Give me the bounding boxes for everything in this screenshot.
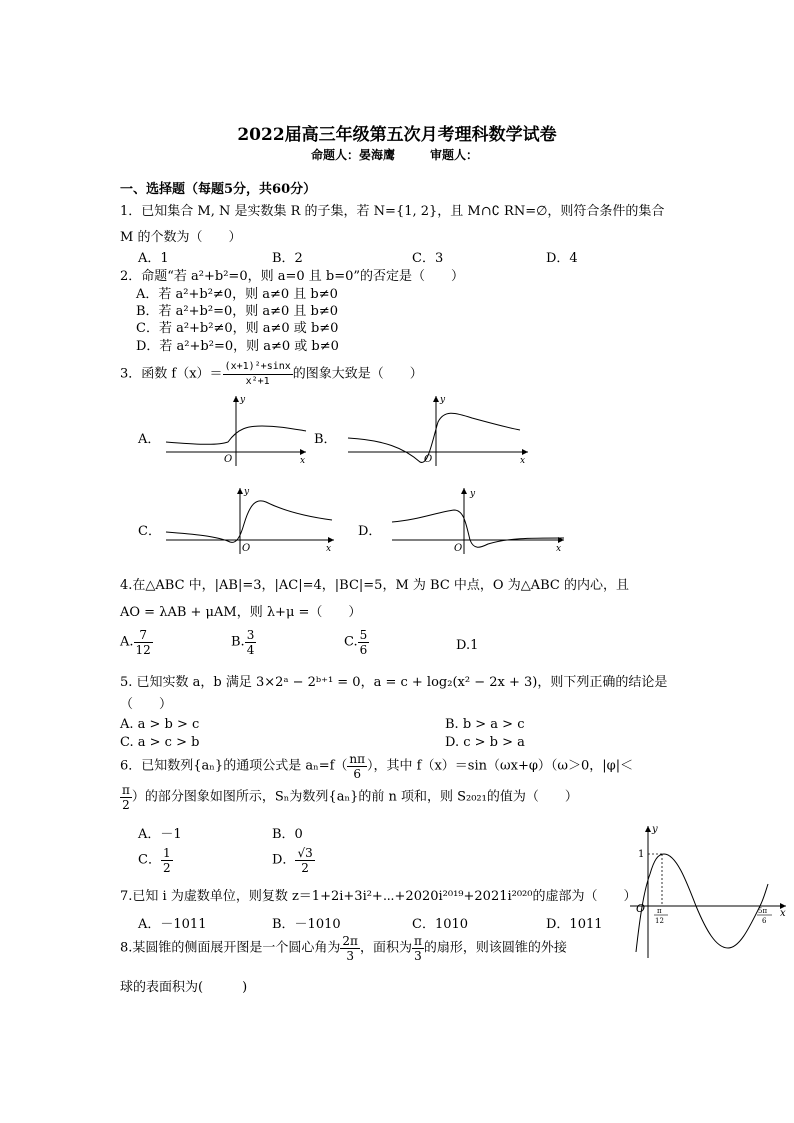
q3-c-x-label: x bbox=[326, 544, 332, 554]
q5-option-b: B. b > a > c bbox=[445, 717, 525, 732]
q4-option-a-den: 12 bbox=[135, 643, 151, 657]
q3-graph-c bbox=[162, 484, 338, 556]
q4-option-d: D.1 bbox=[456, 638, 479, 653]
q3-label-c: C． bbox=[138, 524, 161, 539]
q4-line2: AO = λAB + μAM，则 λ+μ =（ ） bbox=[120, 605, 362, 620]
q5-option-d: D. c > b > a bbox=[445, 735, 525, 750]
q8-frac-area-den: 3 bbox=[414, 949, 422, 963]
q5-line2: （ ） bbox=[120, 697, 173, 712]
q6-frac-npi6-den: 6 bbox=[353, 767, 362, 781]
q6-line1 bbox=[120, 752, 633, 781]
q4-option-a bbox=[120, 628, 153, 657]
q7-option-c: C．1010 bbox=[412, 917, 469, 932]
q6-line1-a: 6．已知数列{aₙ}的通项公式是 aₙ=f（ bbox=[120, 758, 348, 774]
q3-a-origin: O bbox=[224, 454, 233, 465]
q6-option-d-label: D． bbox=[272, 852, 296, 868]
q3-stem bbox=[120, 360, 423, 389]
q6-option-c-frac bbox=[161, 846, 173, 875]
q6-line2 bbox=[120, 783, 578, 812]
q2-option-c: C．若 a²+b²≠0，则 a≠0 或 b≠0 bbox=[136, 321, 339, 336]
q6-graph-origin: O bbox=[636, 902, 646, 915]
q8-frac-area-num: π bbox=[413, 934, 422, 948]
q4-option-c-label: C. bbox=[344, 634, 358, 650]
q8-frac-angle-num: 2π bbox=[342, 934, 358, 948]
q4-option-a-frac bbox=[134, 628, 153, 657]
q6-option-c-label: C． bbox=[138, 852, 161, 868]
q5-line1: 5. 已知实数 a，b 满足 3×2ᵃ − 2ᵇ⁺¹ = 0，a = c + log₂(x² − 2x + 3)，则下列正确的结论是 bbox=[120, 675, 668, 690]
q8-frac-area bbox=[412, 934, 424, 963]
q6-option-c bbox=[138, 846, 173, 875]
q2-stem: 2．命题“若 a²+b²=0，则 a=0 且 b=0”的否定是（ ） bbox=[120, 269, 465, 284]
q6-option-c-den: 2 bbox=[162, 861, 171, 875]
q6-option-d-den: 2 bbox=[301, 861, 309, 875]
q6-option-c-num: 1 bbox=[162, 846, 171, 860]
q5-option-c: C. a > c > b bbox=[120, 735, 200, 750]
q6-option-d bbox=[272, 846, 315, 875]
q3-numerator: (x+1)²+sinx bbox=[223, 360, 293, 375]
q3-graph-b bbox=[344, 392, 534, 468]
q5-option-a: A. a > b > c bbox=[120, 717, 200, 732]
q3-label-d: D． bbox=[358, 524, 382, 539]
q4-option-c-num: 5 bbox=[359, 628, 368, 642]
q6-frac-pi2 bbox=[120, 783, 132, 812]
q6-frac-pi2-num: π bbox=[122, 783, 130, 797]
q8-frac-angle bbox=[340, 934, 360, 963]
q8-part2: ，面积为 bbox=[359, 940, 412, 956]
q4-option-b-label: B. bbox=[231, 634, 245, 650]
q8-part1: 8.某圆锥的侧面展开图是一个圆心角为 bbox=[120, 940, 341, 956]
q4-option-a-label: A. bbox=[120, 634, 134, 650]
q1-option-a: A．1 bbox=[138, 251, 169, 266]
q3-fraction bbox=[223, 360, 293, 389]
q6-graph-one: 1 bbox=[638, 849, 645, 860]
q4-option-c-den: 6 bbox=[359, 643, 368, 657]
q3-b-y-label: y bbox=[440, 395, 446, 405]
q3-c-origin: O bbox=[242, 543, 251, 554]
q1-line1: 1．已知集合 M, N 是实数集 R 的子集，若 N={1, 2}，且 M∩∁ RN=∅，则符合条件的集合 bbox=[120, 204, 665, 219]
q4-option-b-num: 3 bbox=[246, 628, 255, 642]
q1-line2: M 的个数为（ ） bbox=[120, 230, 242, 245]
q4-option-b-frac bbox=[245, 628, 257, 657]
q8-line1 bbox=[120, 934, 567, 963]
q3-d-x-label: x bbox=[556, 544, 562, 554]
q3-a-y-label: y bbox=[240, 395, 246, 405]
q3-denominator: x²+1 bbox=[245, 376, 270, 387]
q3-prefix: 3．函数 f（x）＝ bbox=[120, 366, 223, 382]
q6-graph-six: 6 bbox=[762, 917, 767, 925]
q3-c-y-label: y bbox=[244, 487, 250, 497]
q6-graph bbox=[626, 820, 792, 960]
q3-b-x-label: x bbox=[520, 456, 526, 466]
q6-graph-twelve: 12 bbox=[655, 917, 664, 925]
q4-option-c bbox=[344, 628, 369, 657]
q1-option-b: B．2 bbox=[272, 251, 303, 266]
q4-option-c-frac bbox=[358, 628, 370, 657]
q6-line2-b: ）的部分图象如图所示，Sₙ为数列{aₙ}的前 n 项和，则 S₂₀₂₁的值为（ ） bbox=[131, 789, 578, 805]
q3-d-y-label: y bbox=[470, 489, 476, 499]
q1-option-c: C．3 bbox=[412, 251, 444, 266]
q8-frac-angle-den: 3 bbox=[346, 949, 354, 963]
q6-option-d-num: √3 bbox=[297, 846, 313, 860]
q4-line1: 4.在△ABC 中，|AB|=3，|AC|=4，|BC|=5，M 为 BC 中点，O 为△ABC 的内心，且 bbox=[120, 578, 629, 593]
q2-option-b: B．若 a²+b²=0，则 a≠0 且 b≠0 bbox=[136, 304, 339, 319]
q3-label-a: A． bbox=[138, 432, 161, 447]
q4-option-b-den: 4 bbox=[246, 643, 255, 657]
q6-frac-npi6-num: nπ bbox=[349, 752, 366, 766]
q7-stem: 7.已知 i 为虚数单位，则复数 z＝1+2i+3i²+⋯+2020i²⁰¹⁹+2021i²⁰²⁰的虚部为（ ） bbox=[120, 889, 637, 904]
q7-option-d: D．1011 bbox=[546, 917, 603, 932]
q8-part3: 的扇形，则该圆锥的外接 bbox=[423, 940, 567, 956]
q6-line1-b: ），其中 f（x）＝sin（ωx+φ）（ω＞0，|φ|＜ bbox=[367, 758, 634, 774]
q7-option-b: B．－1010 bbox=[272, 917, 341, 932]
q3-label-b: B． bbox=[314, 432, 337, 447]
q6-option-a: A．－1 bbox=[138, 827, 182, 842]
q6-graph-x: x bbox=[780, 908, 786, 919]
q4-option-b bbox=[231, 628, 256, 657]
q3-a-x-label: x bbox=[300, 456, 306, 466]
q3-b-origin: O bbox=[424, 454, 433, 465]
q2-option-d: D．若 a²+b²=0，则 a≠0 或 b≠0 bbox=[136, 339, 339, 354]
q6-frac-pi2-den: 2 bbox=[122, 798, 130, 812]
q2-option-a: A．若 a²+b²≠0，则 a≠0 且 b≠0 bbox=[136, 287, 338, 302]
page-title: 2022届高三年级第五次月考理科数学试卷 bbox=[237, 125, 557, 145]
q3-d-origin: O bbox=[454, 543, 463, 554]
q6-option-d-frac bbox=[295, 846, 314, 875]
setter-label: 命题人：晏海鹰 bbox=[311, 148, 396, 162]
q7-option-a: A．－1011 bbox=[138, 917, 207, 932]
section-heading: 一、选择题（每题5分，共60分） bbox=[120, 182, 317, 197]
reviewer-label: 审题人： bbox=[430, 148, 479, 162]
q3-suffix: 的图象大致是（ ） bbox=[292, 366, 423, 382]
q1-option-d: D．4 bbox=[546, 251, 578, 266]
q6-graph-pi: π bbox=[657, 907, 662, 915]
q3-graph-d bbox=[388, 484, 568, 556]
q6-option-b: B．0 bbox=[272, 827, 303, 842]
q3-graph-a bbox=[162, 392, 312, 468]
q8-line2: 球的表面积为( ) bbox=[120, 980, 248, 995]
q6-frac-npi6 bbox=[347, 752, 367, 781]
q6-graph-fivepi: 5π bbox=[758, 907, 768, 915]
q6-graph-y: y bbox=[652, 824, 658, 835]
q4-option-a-num: 7 bbox=[134, 628, 153, 643]
